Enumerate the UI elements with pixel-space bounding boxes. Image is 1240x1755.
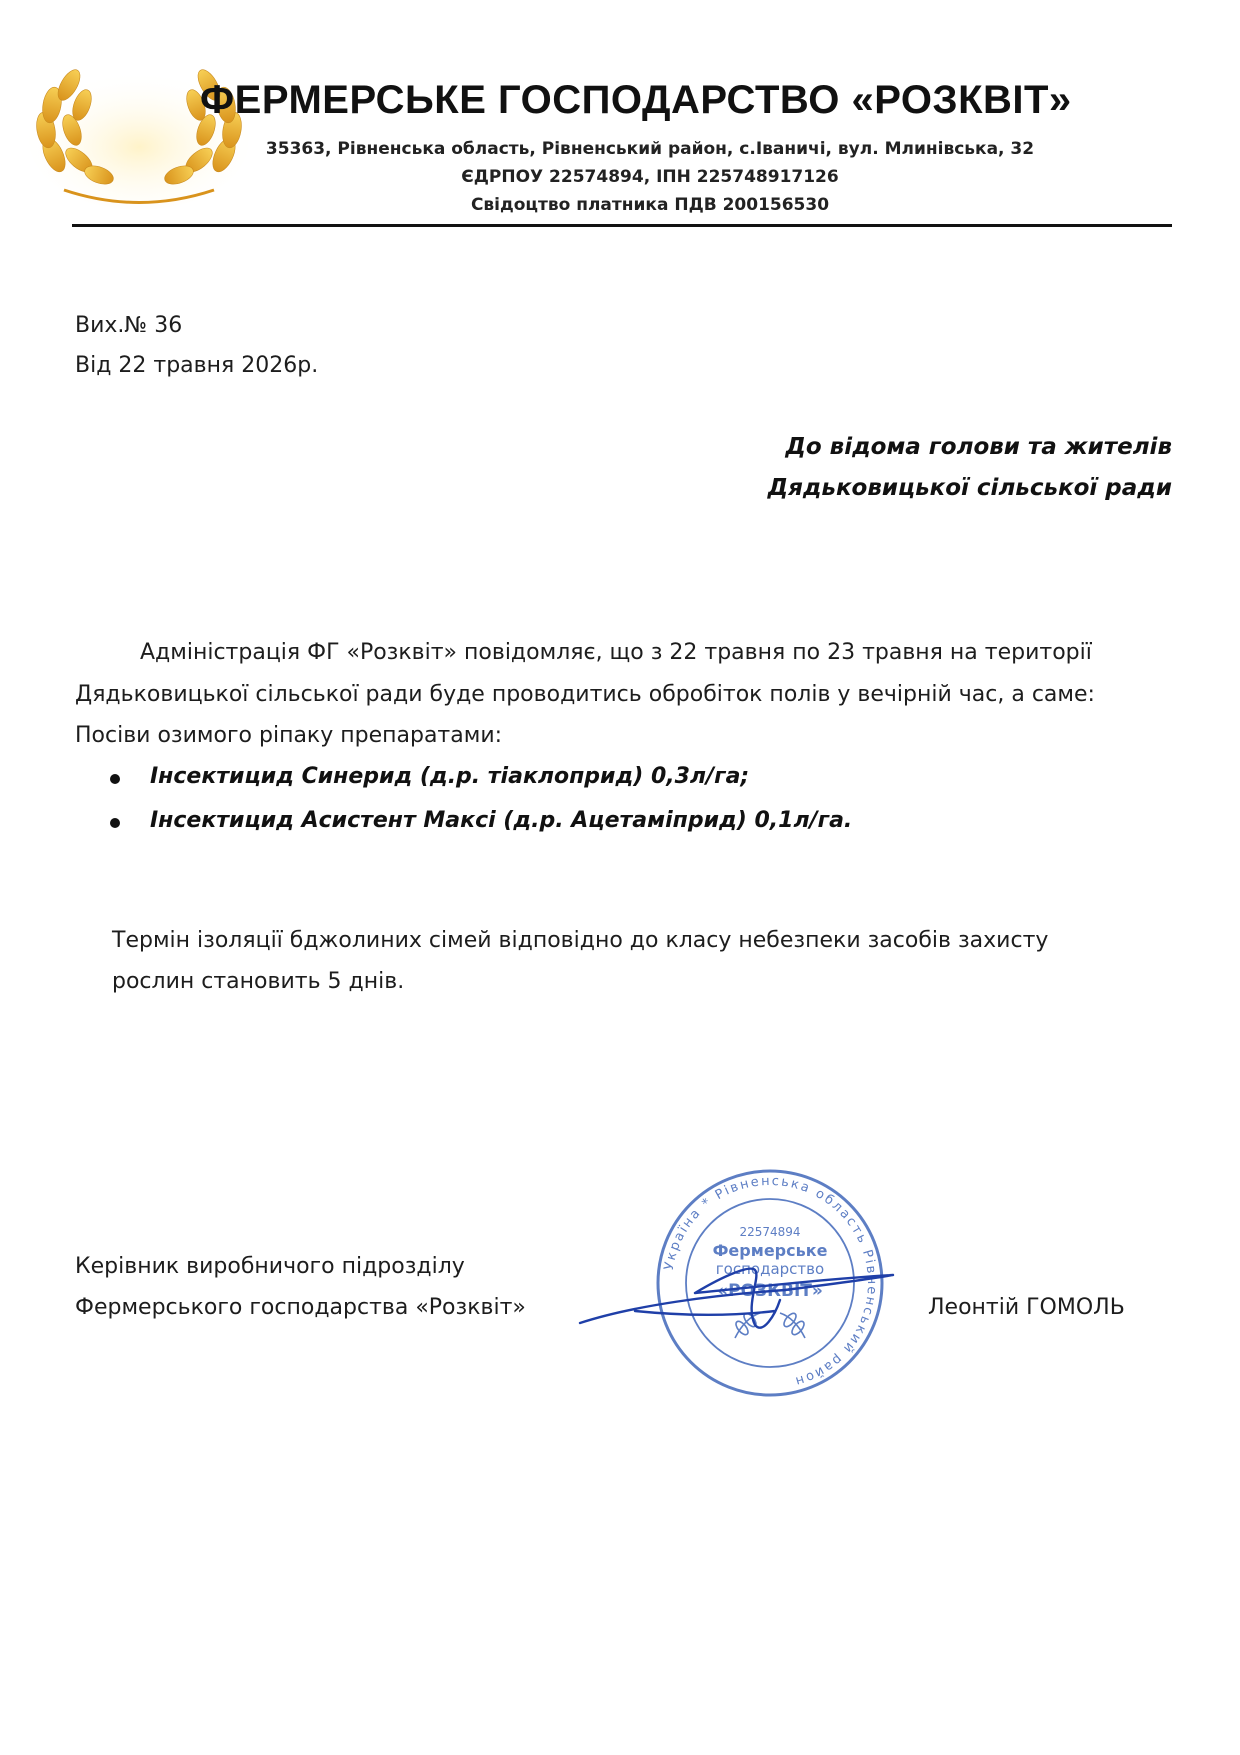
signer-name: Леонтій ГОМОЛЬ (928, 1295, 1125, 1320)
svg-text:22574894: 22574894 (739, 1225, 801, 1239)
notice-paragraph-line: Дядьковицької сільської ради буде проводитись обробіток полів у вечірній час, а саме: (75, 682, 1095, 707)
product-name: Інсектицид Асистент Максі (д.р. Ацетаміприд) 0,1л/га. (150, 808, 853, 833)
bullet-icon (110, 774, 120, 784)
svg-text:Фермерське: Фермерське (712, 1241, 828, 1260)
isolation-term-line: Термін ізоляції бджолиних сімей відповідно до класу небезпеки засобів захисту (112, 928, 1049, 953)
svg-text:господарство: господарство (715, 1260, 825, 1278)
letter-date: Від 22 травня 2026р. (75, 353, 319, 378)
isolation-term-line: рослин становить 5 днів. (112, 969, 405, 994)
organization-title: ФЕРМЕРСЬКЕ ГОСПОДАРСТВО «РОЗКВІТ» (200, 78, 1072, 122)
organization-codes: ЄДРПОУ 22574894, ІПН 225748917126 (461, 167, 839, 187)
svg-text:Україна * Рівненська область Р: Україна * Рівненська область Рівненський район (661, 1173, 880, 1390)
handwritten-signature (575, 1245, 895, 1335)
notice-paragraph-line: Адміністрація ФГ «Розквіт» повідомляє, що з 22 травня по 23 травня на території (140, 640, 1092, 665)
product-name: Інсектицид Синерид (д.р. тіаклоприд) 0,3л/га; (150, 764, 750, 789)
letterhead-divider (72, 224, 1172, 227)
organization-address: 35363, Рівненська область, Рівненський район, с.Іваничі, вул. Млинівська, 32 (265, 139, 1035, 159)
bullet-icon (110, 818, 120, 828)
addressee-line: Дядьковицької сільської ради (767, 475, 1172, 501)
notice-paragraph-line: Посіви озимого ріпаку препаратами: (75, 723, 503, 748)
signer-organization: Фермерського господарства «Розквіт» (75, 1295, 526, 1320)
organization-vat-certificate: Свідоцтво платника ПДВ 200156530 (470, 195, 830, 215)
svg-text:«РОЗКВІТ»: «РОЗКВІТ» (717, 1281, 823, 1301)
outgoing-number: Вих.№ 36 (75, 313, 183, 338)
addressee-line: До відома голови та жителів (785, 434, 1172, 460)
signer-position: Керівник виробничого підрозділу (75, 1254, 465, 1279)
